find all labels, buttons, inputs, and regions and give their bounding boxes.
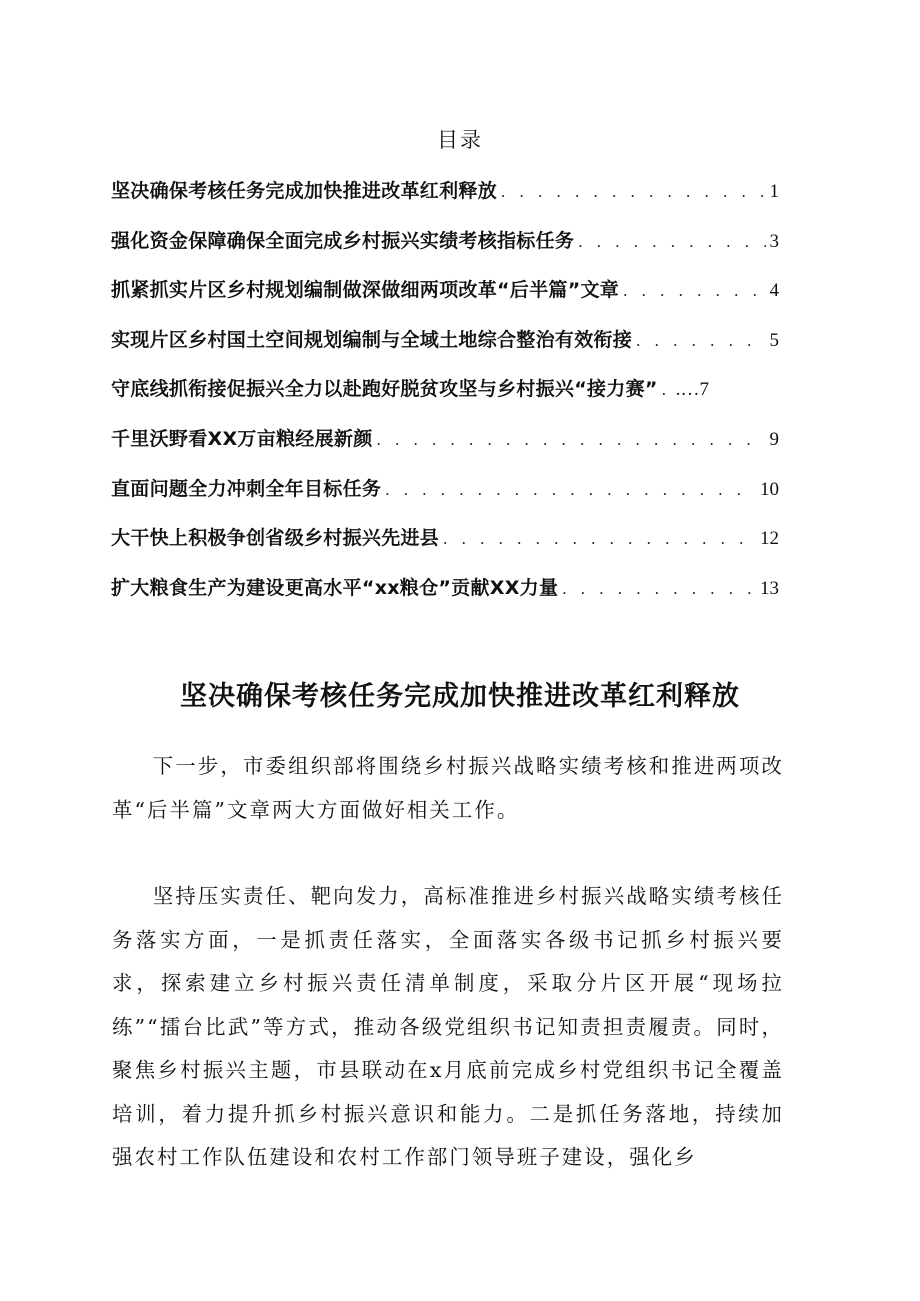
toc-item-text: 强化资金保障确保全面完成乡村振兴实绩考核指标任务 [111,229,575,252]
toc-leader-dots [662,380,672,400]
toc-leader-dots [562,579,756,599]
toc-item-text: 抓紧抓实片区乡村规划编制做深做细两项改革“后半篇”文章 [111,279,620,302]
toc-item[interactable] [111,176,779,226]
toc-item-page: 1 [769,181,779,202]
article-paragraph: 下一步，市委组织部将围绕乡村振兴战略实绩考核和推进两项改革“后半篇”文章两大方面做好相关工作。 [112,754,784,822]
toc-item-page: 12 [760,528,779,550]
toc-leader-dots [443,529,756,549]
toc-item[interactable] [111,275,779,325]
table-of-contents [111,176,779,622]
toc-item-text: 直面问题全力冲刺全年目标任务 [111,477,382,500]
toc-item[interactable] [111,226,779,276]
article-paragraph: 坚持压实责任、靶向发力，高标准推进乡村振兴战略实绩考核任务落实方面，一是抓责任落实，全面落实各级书记抓乡村振兴要求，探索建立乡村振兴责任清单制度，采取分片区开展“现场拉练”“擂台比武”等方式，推动各级党组织书记知责担责履责。同时，聚焦乡村振兴主题，市县联动在x月底前完成乡村党组织书记全覆盖培训，着力提升抓乡村振兴意识和能力。二是抓任务落地，持续加强农村工作队伍建设和农村工作部门领导班子建设，强化乡 [112,884,784,1169]
toc-item[interactable] [111,523,779,573]
toc-item-text: 实现片区乡村国土空间规划编制与全域土地综合整治有效衔接 [111,328,633,351]
toc-title: 目录 [437,128,483,152]
toc-item-text: 守底线抓衔接促振兴全力以赴跑好脱贫攻坚与乡村振兴“接力赛” [111,378,658,401]
toc-item-page: 5 [769,329,779,351]
toc-item[interactable] [111,374,779,424]
toc-item[interactable] [111,325,779,375]
toc-item-page: 13 [760,577,779,599]
toc-leader-dots [636,331,765,351]
toc-item-page: 9 [769,428,779,450]
toc-item-text: 千里沃野看XX万亩粮经展新颜 [111,427,373,450]
toc-item-page: 3 [769,230,779,252]
toc-item-text: 扩大粮食生产为建设更高水平“xx粮仓”贡献XX力量 [111,576,559,599]
toc-item[interactable] [111,424,779,474]
toc-item-text: 坚决确保考核任务完成加快推进改革红利释放 [111,180,498,202]
toc-leader-dots [377,430,766,450]
toc-item[interactable] [111,474,779,524]
toc-item-page: 4 [769,280,779,302]
article-body [112,745,784,1223]
toc-leader-dots [623,281,765,301]
article-title: 坚决确保考核任务完成加快推进改革红利释放 [180,681,740,712]
toc-item-page: .…7 [675,379,709,401]
toc-item[interactable] [111,573,779,623]
toc-leader-dots [385,480,756,500]
toc-item-page: 10 [760,478,779,500]
toc-leader-dots [501,182,765,202]
toc-item-text: 大干快上积极争创省级乡村振兴先进县 [111,527,440,550]
toc-leader-dots [578,232,765,252]
